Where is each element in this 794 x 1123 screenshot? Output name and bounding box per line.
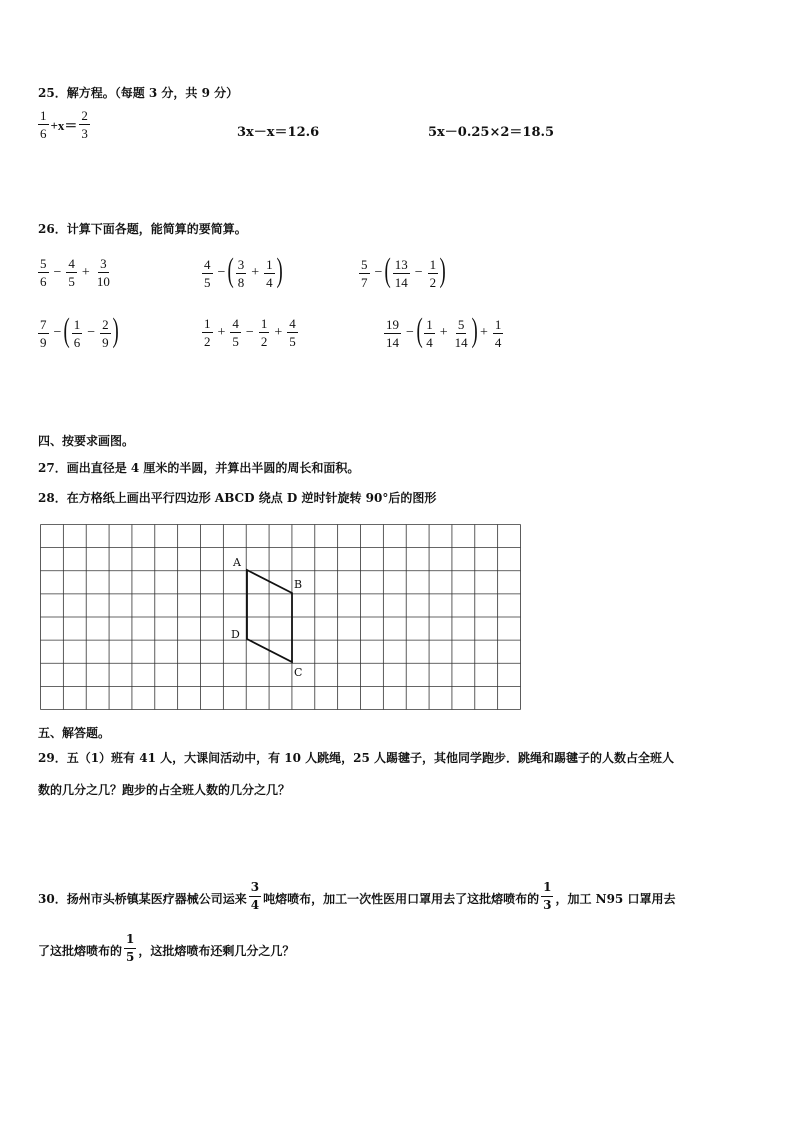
q26-expression-6: $\frac{19}{14}$ − ( $\frac{1}{4}$ + $\frac{5}{14}$ ) + $\frac{1}{4}$	[386, 312, 502, 350]
q30-text-part: ，加工 N95 口罩用去	[555, 891, 676, 906]
q30-text-part: 了这批熔喷布的	[38, 943, 123, 958]
q30-text-part: 30．扬州市头桥镇某医疗器械公司运来	[38, 891, 247, 906]
equation-text: +x＝	[50, 118, 78, 133]
q30-text-part: 吨熔喷布，加工一次性医用口罩用去了这批熔喷布的	[263, 891, 540, 906]
q26-expression-4: $\frac{7}{9}$ − ( $\frac{1}{6}$ − $\frac{2}{9}$ )	[40, 312, 119, 350]
q25-equation-3: 5x－0.25×2＝18.5	[428, 125, 555, 140]
q29-line-1: 29．五（1）班有 41 人，大课间活动中，有 10 人跳绳，25 人踢毽子，其他同学跑步．跳绳和踢毽子的人数占全班人	[38, 751, 675, 765]
section-5-heading: 五、解答题。	[38, 726, 111, 740]
q25-equation-2: 3x－x＝12.6	[237, 125, 320, 140]
fraction: $\frac{1}{3}$	[543, 880, 552, 912]
section-4-heading: 四、按要求画图。	[38, 434, 135, 448]
q26-title: 26．计算下面各题，能简算的要简算。	[38, 222, 247, 236]
vertex-label-c: C	[294, 666, 303, 679]
q26-expression-3: $\frac{5}{7}$ − ( $\frac{13}{14}$ − $\frac{1}{2}$ )	[361, 252, 446, 290]
graph-paper-grid	[40, 524, 521, 710]
q26-expression-5: $\frac{1}{2}$ + $\frac{4}{5}$ − $\frac{1}{2}$ + $\frac{4}{5}$	[204, 316, 296, 349]
vertex-label-a: A	[233, 556, 241, 569]
parallelogram-abcd	[247, 570, 292, 662]
q26-expression-1: $\frac{5}{6}$ − $\frac{4}{5}$ + $\frac{3}{10}$	[40, 256, 110, 289]
q27-text: 27．画出直径是 4 厘米的半圆，并算出半圆的周长和面积。	[38, 461, 360, 475]
q29-line-2: 数的几分之几？跑步的占全班人数的几分之几？	[38, 783, 291, 797]
fraction: $\frac{1}{5}$	[126, 932, 135, 964]
q30-line-1	[38, 882, 675, 915]
q30-line-2	[38, 934, 294, 967]
q25-equation-1	[36, 108, 92, 141]
fraction: $\frac{2}{3}$	[81, 108, 88, 141]
vertex-label-d: D	[231, 628, 240, 641]
q25-title: 25．解方程。（每题 3 分，共 9 分）	[38, 86, 239, 100]
q28-text: 28．在方格纸上画出平行四边形 ABCD 绕点 D 逆时针旋转 90°后的图形	[38, 491, 437, 505]
vertex-label-b: B	[294, 578, 303, 591]
fraction: $\frac{3}{4}$	[250, 880, 260, 912]
q26-expression-2: $\frac{4}{5}$ − ( $\frac{3}{8}$ + $\frac{1}{4}$ )	[204, 252, 283, 290]
fraction: $\frac{1}{6}$	[40, 108, 47, 141]
q30-text-part: ，这批熔喷布还剩几分之几？	[138, 943, 295, 958]
